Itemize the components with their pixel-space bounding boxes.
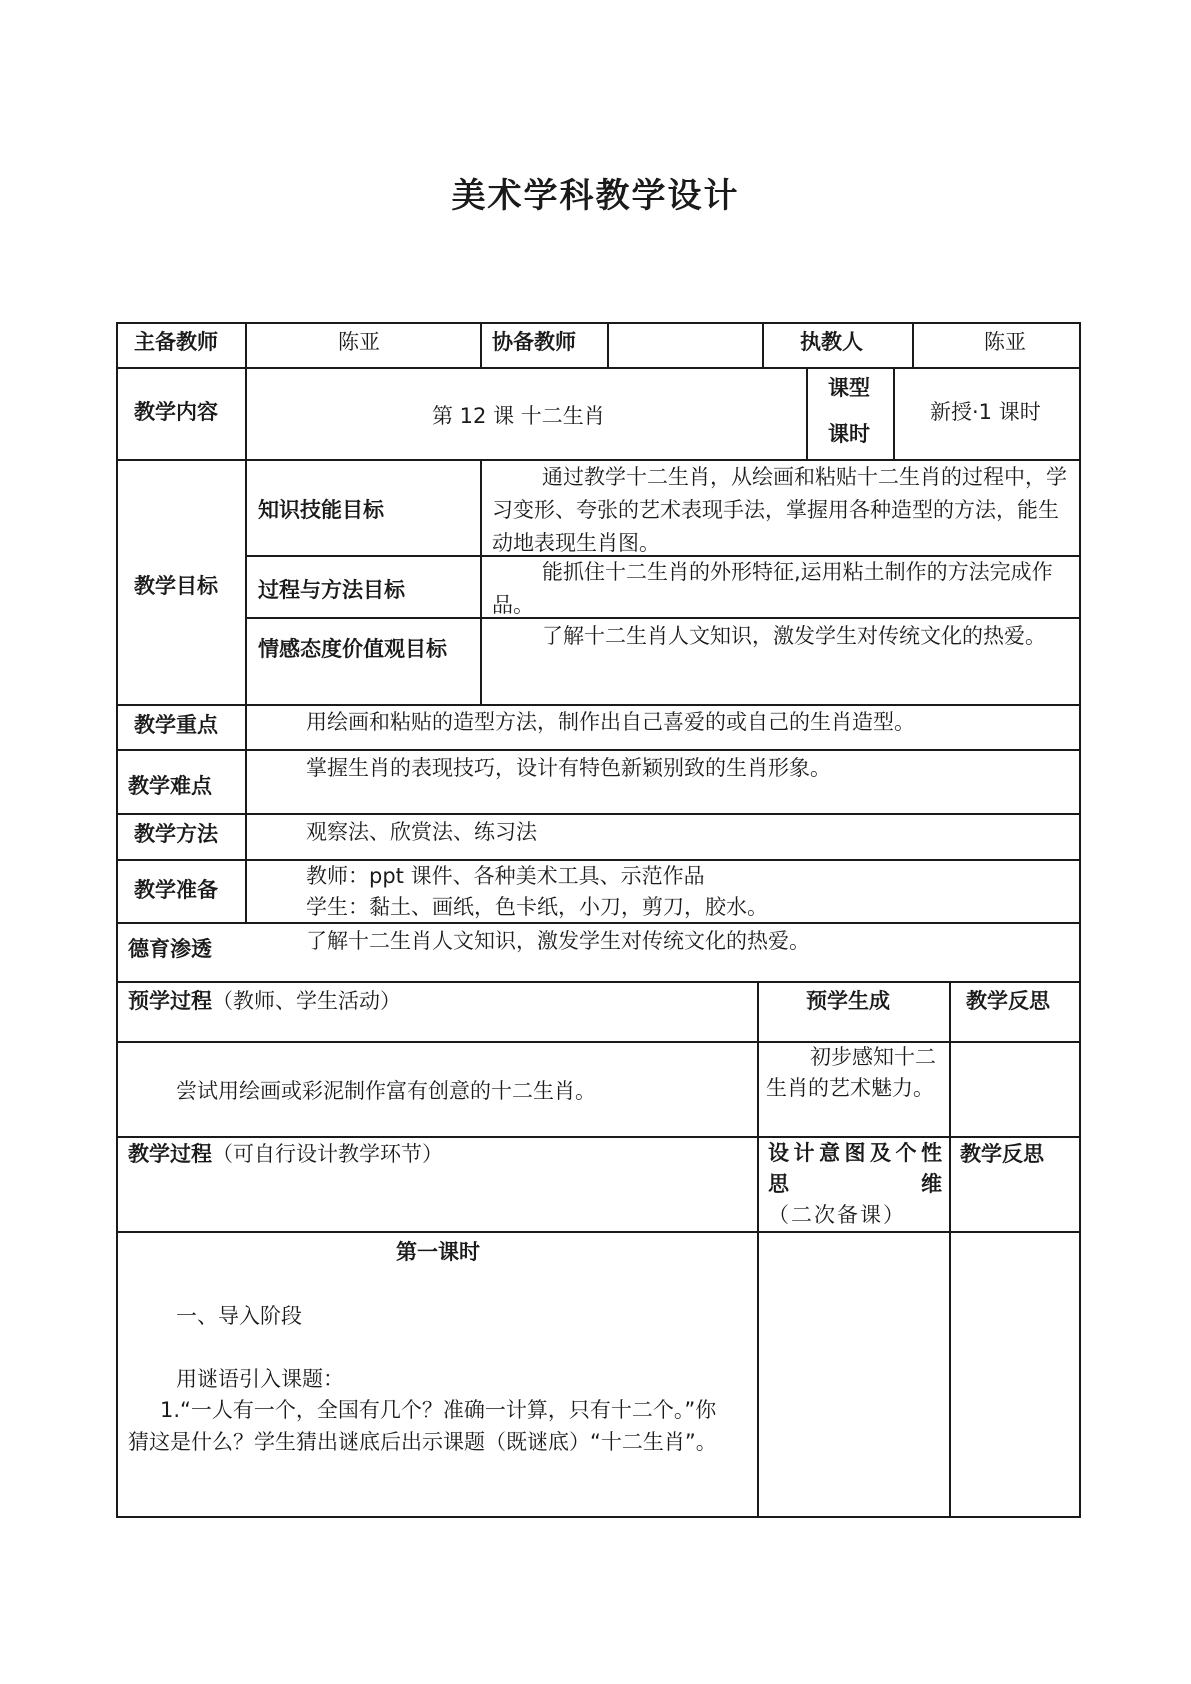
preparation-student: 学生：黏土、画纸，色卡纸，小刀，剪刀，胶水。 (306, 895, 768, 919)
objective-attitude-label: 情感态度价值观目标 (258, 637, 447, 661)
objective-knowledge-text: 通过教学十二生肖，从绘画和粘贴十二生肖的过程中，学习变形、夸张的艺术表现手法，掌握用各种造型的方法，能生动地表现生肖图。 (492, 465, 1067, 555)
document-title: 美术学科教学设计 (451, 176, 740, 216)
lesson-type-value: 新授·1 课时 (930, 400, 1041, 424)
prestudy-reflect-label: 教学反思 (966, 989, 1050, 1013)
lead-teacher-label: 主备教师 (134, 330, 218, 354)
instructor-value: 陈亚 (984, 330, 1026, 354)
prestudy-heading: 预学过程（教师、学生活动） (128, 989, 401, 1013)
lesson-heading: 第一课时 (396, 1240, 480, 1264)
objective-process-text: 能抓住十二生肖的外形特征,运用粘土制作的方法完成作品。 (492, 560, 1053, 617)
lesson-riddle: 1.“一人有一个，全国有几个？准确一计算，只有十二个。”你猜这是什么？学生猜出谜底后出示课题（既谜底）“十二生肖”。 (128, 1398, 717, 1454)
objective-attitude-text: 了解十二生肖人文知识，激发学生对传统文化的热爱。 (542, 624, 1046, 648)
moral-label: 德育渗透 (128, 937, 212, 961)
lead-teacher-value: 陈亚 (338, 330, 380, 354)
objective-knowledge-label: 知识技能目标 (258, 498, 384, 522)
assist-teacher-label: 协备教师 (492, 330, 576, 354)
process-design-label: 设计意图及个性思维（二次备课） (768, 1141, 944, 1227)
objective-process-label: 过程与方法目标 (258, 578, 405, 602)
lesson-intro: 用谜语引入课题： (176, 1367, 344, 1391)
content-label: 教学内容 (134, 400, 218, 424)
prestudy-activity: 尝试用绘画或彩泥制作富有创意的十二生肖。 (176, 1079, 596, 1103)
lesson-section: 一、导入阶段 (176, 1304, 302, 1328)
lesson-hours-label: 课时 (828, 422, 870, 446)
instructor-label: 执教人 (800, 330, 863, 354)
moral-text: 了解十二生肖人文知识，激发学生对传统文化的热爱。 (306, 929, 810, 953)
process-heading: 教学过程（可自行设计教学环节） (128, 1142, 443, 1166)
difficulty-label: 教学难点 (128, 774, 212, 798)
key-point-label: 教学重点 (134, 713, 218, 737)
key-point-text: 用绘画和粘贴的造型方法，制作出自己喜爱的或自己的生肖造型。 (306, 710, 915, 734)
method-text: 观察法、欣赏法、练习法 (306, 820, 537, 844)
prestudy-generate-label: 预学生成 (806, 989, 890, 1013)
method-label: 教学方法 (134, 822, 218, 846)
prestudy-generate: 初步感知十二生肖的艺术魅力。 (766, 1045, 936, 1100)
content-value: 第 12 课 十二生肖 (432, 404, 605, 428)
preparation-label: 教学准备 (134, 878, 218, 902)
process-reflect-label: 教学反思 (960, 1142, 1044, 1166)
objectives-label: 教学目标 (134, 574, 218, 598)
lesson-type-label: 课型 (828, 376, 870, 400)
difficulty-text: 掌握生肖的表现技巧，设计有特色新颖别致的生肖形象。 (306, 756, 831, 780)
preparation-teacher: 教师：ppt 课件、各种美术工具、示范作品 (306, 864, 705, 888)
